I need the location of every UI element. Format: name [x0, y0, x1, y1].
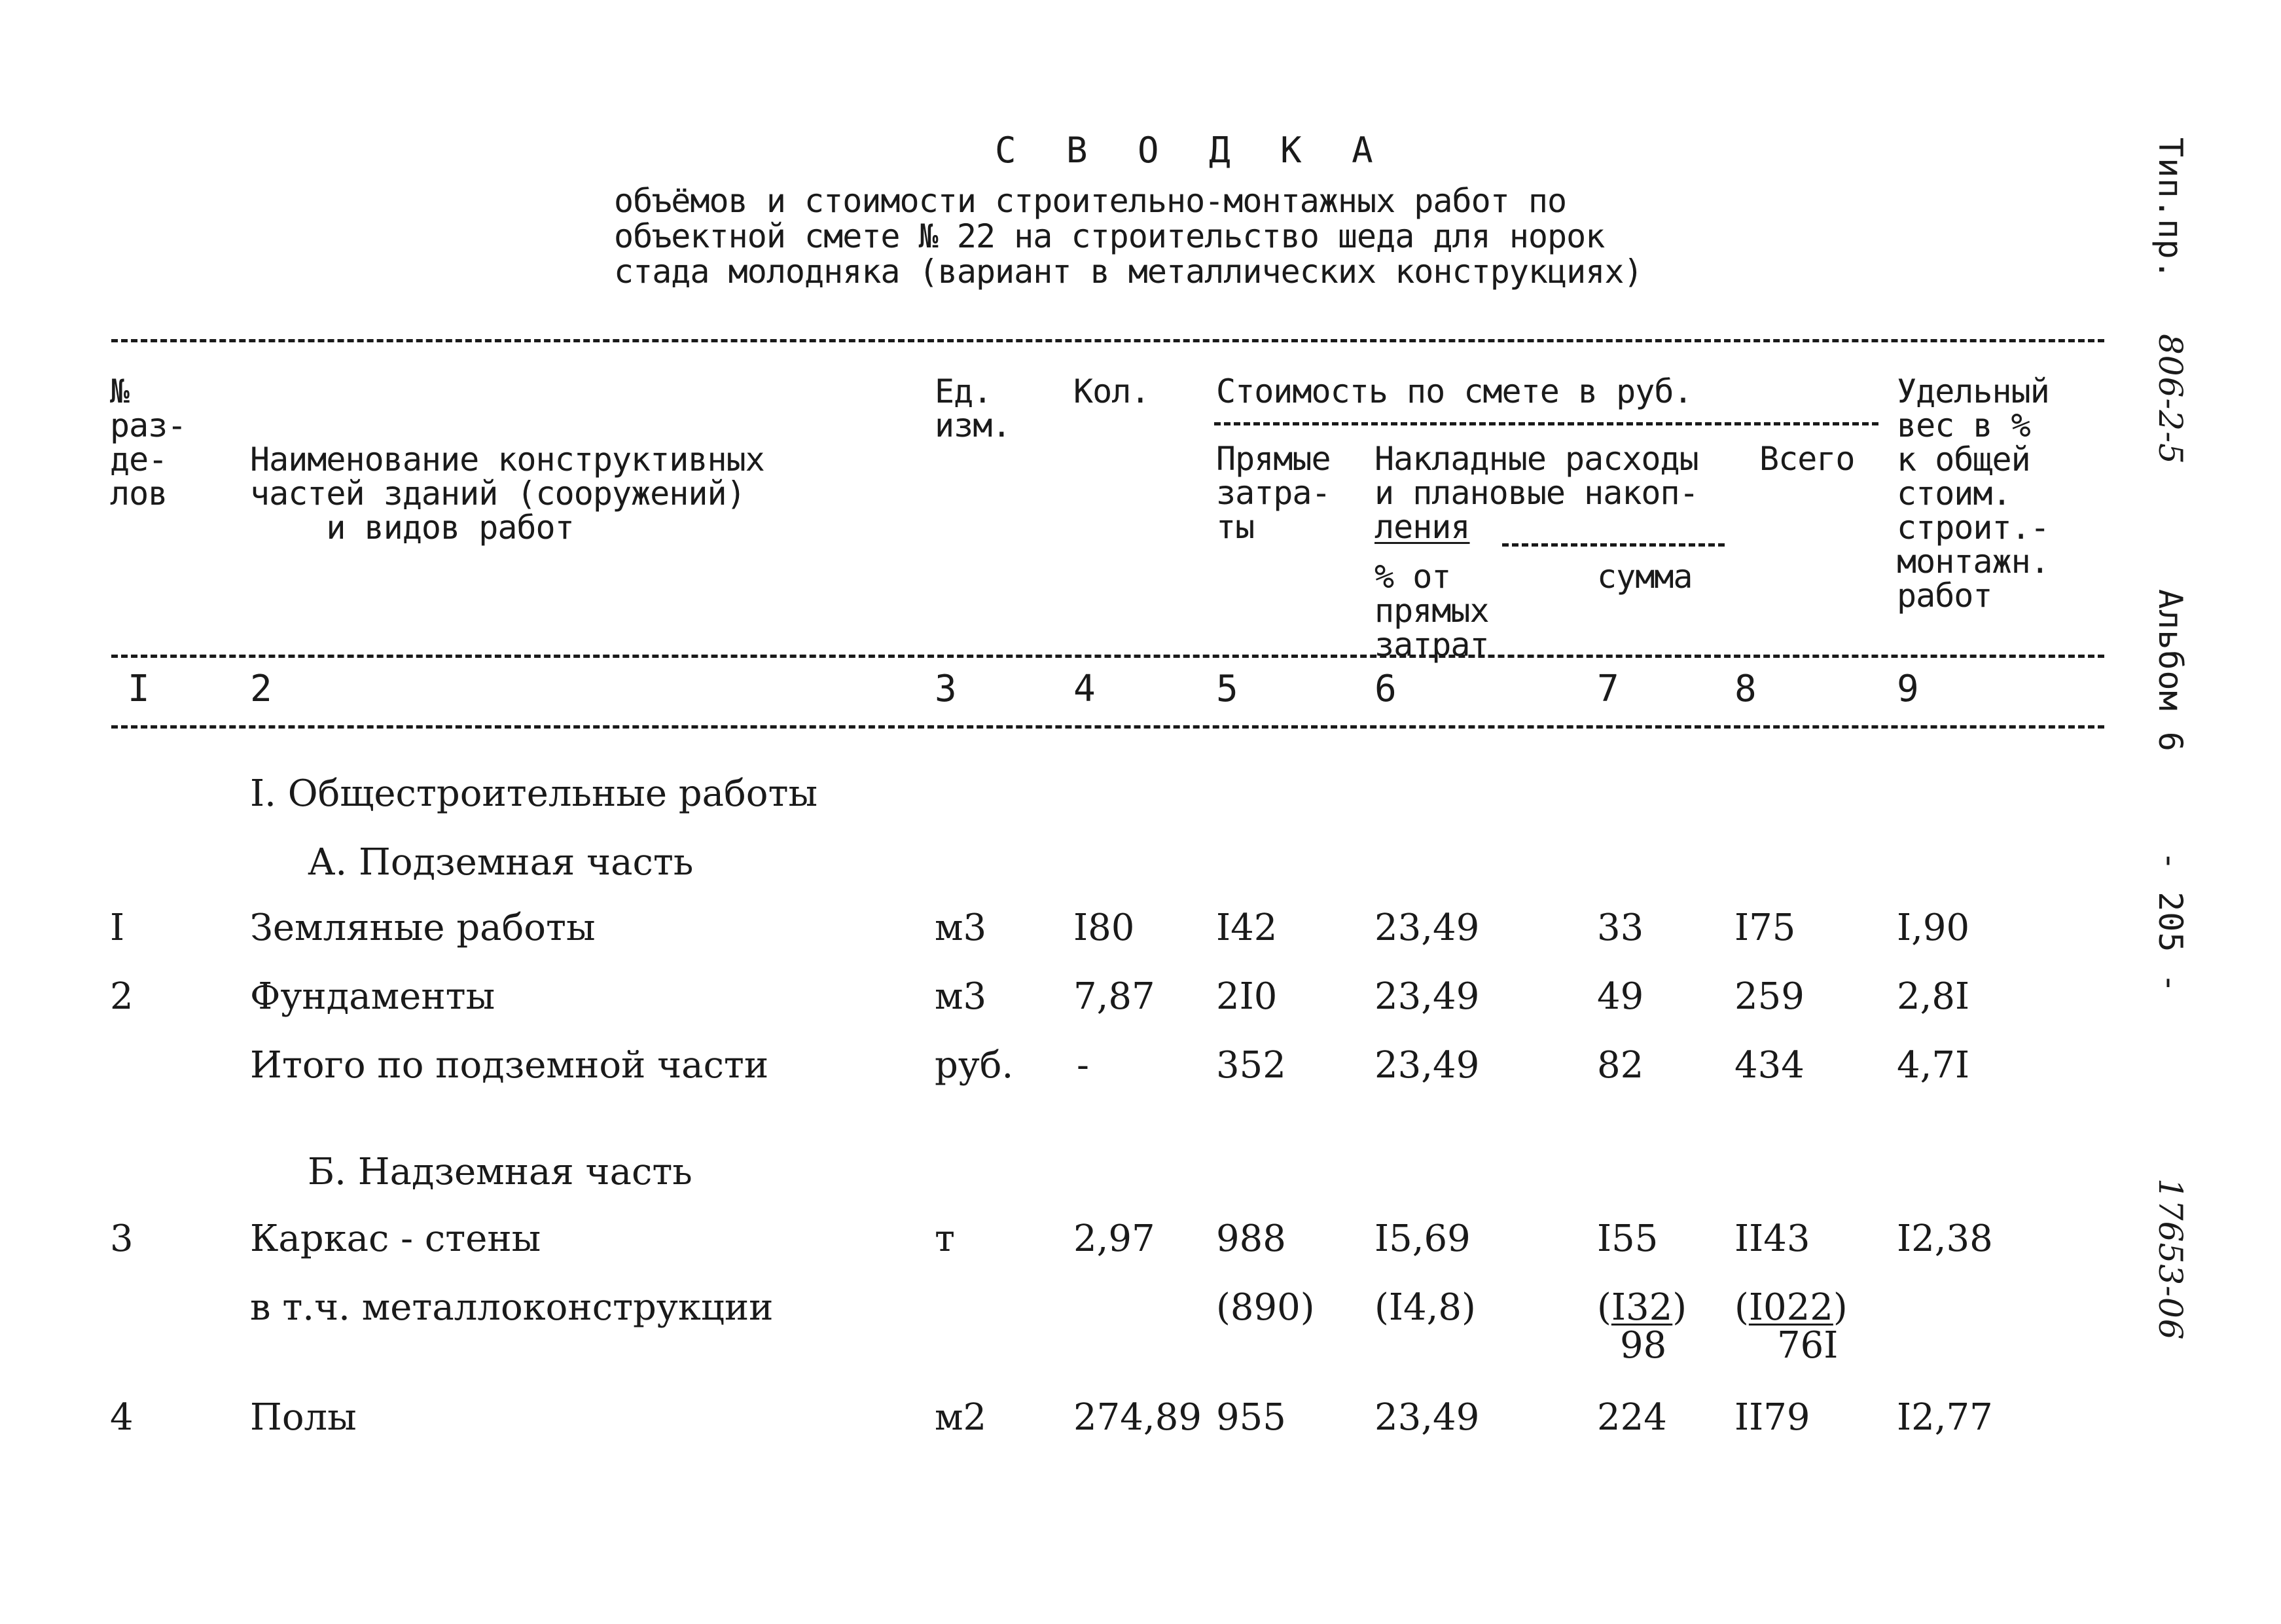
row-unit: м3 [935, 907, 987, 949]
row-name: Фундаменты [250, 975, 495, 1018]
header-col5: Прямые затра- ты [1216, 440, 1331, 546]
column-number-4: 4 [1073, 668, 1096, 710]
cost-group-rule [1214, 422, 1878, 425]
row-overhead-percent: 23,49 [1374, 1044, 1480, 1087]
margin-inventory-code: 17653-06 [2151, 1178, 2189, 1341]
row-name: Итого по подземной части [250, 1044, 769, 1087]
row-unit: м2 [935, 1396, 987, 1439]
row-number: 4 [110, 1396, 134, 1439]
row-share: I2,77 [1897, 1396, 1993, 1439]
row-overhead-sum: 82 [1597, 1044, 1644, 1087]
row-overhead-sum: 33 [1597, 907, 1644, 949]
subtitle-line-3: стада молодняка (вариант в металлических конструкциях) [614, 253, 1643, 291]
header-cost-group: Стоимость по смете в руб. [1216, 372, 1693, 410]
row-total: I75 [1734, 907, 1796, 949]
column-number-9: 9 [1897, 668, 1919, 710]
row-direct-cost: I42 [1216, 907, 1278, 949]
row-total: 259 [1734, 975, 1805, 1018]
row-quantity: I80 [1073, 907, 1135, 949]
margin-series: Тип.пр. [2151, 137, 2189, 280]
row-number: 2 [110, 975, 134, 1018]
row-overhead-sum: 49 [1597, 975, 1644, 1018]
row-quantity: 274,89 [1073, 1396, 1202, 1439]
row-name: Полы [250, 1396, 357, 1439]
row-number: 3 [110, 1218, 134, 1260]
row-share: I2,38 [1897, 1218, 1993, 1260]
column-number-7: 7 [1597, 668, 1619, 710]
row-overhead-percent: 23,49 [1374, 907, 1480, 949]
header-col9: Удельный вес в % к общей стоим. строит.- монтажн. работ [1897, 372, 2049, 615]
row-total-fraction-bottom: 76I [1777, 1324, 1839, 1367]
row-unit: м3 [935, 975, 987, 1018]
column-number-8: 8 [1734, 668, 1757, 710]
row-overhead-sum-fraction: (I32) [1597, 1286, 1687, 1329]
row-name: в т.ч. металлоконструкции [250, 1286, 774, 1329]
header-col6: % от прямых затрат [1374, 558, 1489, 664]
section-general-works: I. Общестроительные работы [250, 772, 818, 815]
header-col4: Кол. [1073, 372, 1150, 410]
header-overhead-group: Накладные расходы и плановые накоп- ления [1374, 440, 1698, 546]
row-direct-cost: 955 [1216, 1396, 1286, 1439]
row-direct-cost: 2I0 [1216, 975, 1278, 1018]
row-total: II79 [1734, 1396, 1810, 1439]
column-number-3: 3 [935, 668, 957, 710]
column-number-6: 6 [1374, 668, 1397, 710]
section-aboveground: Б. Надземная часть [308, 1151, 692, 1193]
column-number-5: 5 [1216, 668, 1238, 710]
header-top-rule [111, 339, 2104, 342]
row-name: Каркас - стены [250, 1218, 541, 1260]
row-name: Земляные работы [250, 907, 596, 949]
row-direct-cost: 988 [1216, 1218, 1286, 1260]
margin-project-number: 806-2-5 [2151, 334, 2189, 465]
margin-album: Альбом 6 [2151, 589, 2189, 752]
row-quantity: 7,87 [1073, 975, 1155, 1018]
row-number: I [110, 907, 125, 949]
header-col2: Наименование конструктивных частей зданий (сооружений) и видов работ [250, 441, 764, 547]
row-total: II43 [1734, 1218, 1810, 1260]
column-number-2: 2 [250, 668, 272, 710]
subtitle-line-1: объёмов и стоимости строительно-монтажных работ по [614, 182, 1567, 220]
row-quantity: 2,97 [1073, 1218, 1155, 1260]
row-overhead-sum-fraction-bottom: 98 [1620, 1324, 1667, 1367]
row-share: I,90 [1897, 907, 1970, 949]
document-title: С В О Д К А [995, 130, 1388, 171]
row-direct-cost: 352 [1216, 1044, 1286, 1087]
column-numbers-rule [111, 725, 2104, 729]
header-col8: Всего [1759, 440, 1855, 478]
subtitle-line-2: объектной смете № 22 на строительство шеда для норок [614, 217, 1605, 255]
row-share: 2,8I [1897, 975, 1970, 1018]
row-direct-cost: (890) [1216, 1286, 1315, 1329]
column-number-1: I [128, 668, 150, 710]
row-total: 434 [1734, 1044, 1805, 1087]
row-overhead-percent: 23,49 [1374, 1396, 1480, 1439]
section-underground: А. Подземная часть [308, 841, 694, 884]
row-overhead-sum: I55 [1597, 1218, 1659, 1260]
header-col1: № раз- де- лов [110, 372, 187, 513]
header-bottom-rule [111, 655, 2104, 658]
margin-page-number: - 205 - [2151, 851, 2189, 994]
row-share: 4,7I [1897, 1044, 1970, 1087]
row-total-fraction: (I022) [1734, 1286, 1848, 1329]
row-overhead-percent: 23,49 [1374, 975, 1480, 1018]
row-overhead-percent: (I4,8) [1374, 1286, 1476, 1329]
row-quantity: - [1077, 1044, 1089, 1087]
header-col7: сумма [1597, 558, 1693, 596]
row-unit: руб. [935, 1044, 1014, 1087]
header-col3: Ед. изм. [935, 372, 1011, 444]
row-overhead-sum: 224 [1597, 1396, 1667, 1439]
row-unit: т [935, 1218, 955, 1260]
row-overhead-percent: I5,69 [1374, 1218, 1471, 1260]
